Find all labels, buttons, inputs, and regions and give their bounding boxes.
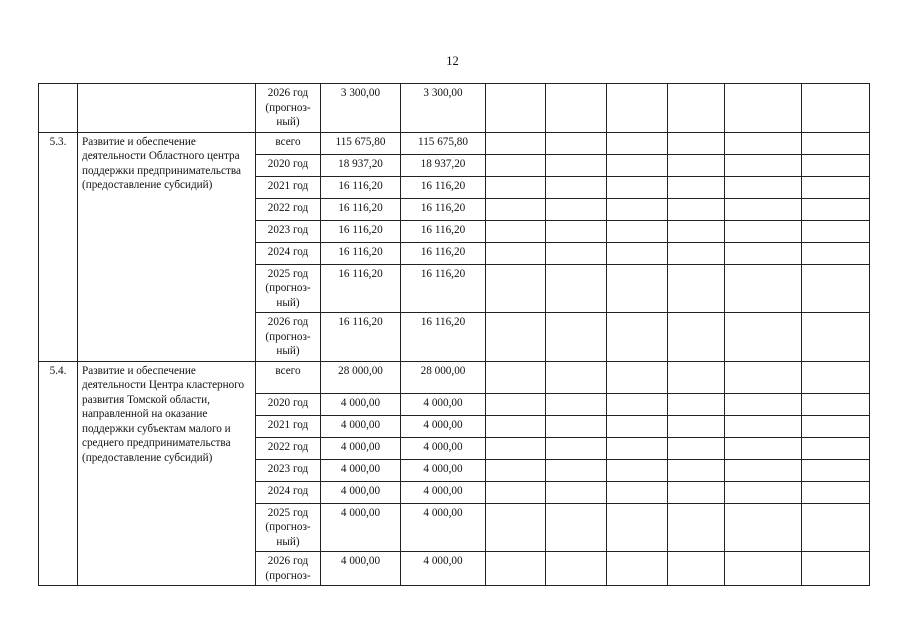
empty-cell (668, 176, 725, 198)
budget-amount-cell: 4 000,00 (401, 552, 486, 586)
empty-cell (725, 503, 802, 552)
empty-cell (725, 437, 802, 459)
empty-cell (802, 220, 870, 242)
total-amount-cell: 16 116,20 (321, 313, 401, 362)
empty-cell (802, 84, 870, 133)
total-amount-cell: 16 116,20 (321, 264, 401, 313)
year-text: 2025 год (267, 506, 309, 519)
year-cell (256, 198, 321, 220)
empty-cell (607, 264, 668, 313)
year-text: 2021 год (267, 418, 309, 431)
empty-cell (725, 220, 802, 242)
empty-cell (802, 313, 870, 362)
empty-cell (607, 220, 668, 242)
year-cell (256, 84, 321, 133)
year-text: 2025 год (267, 267, 309, 280)
year-cell (256, 154, 321, 176)
total-amount-cell: 4 000,00 (321, 503, 401, 552)
year-cell (256, 552, 321, 586)
empty-cell (802, 176, 870, 198)
empty-cell (802, 154, 870, 176)
year-text: 2024 год (267, 245, 309, 258)
empty-cell (668, 459, 725, 481)
empty-cell (486, 503, 546, 552)
empty-cell (546, 198, 607, 220)
year-cell (256, 176, 321, 198)
empty-cell (725, 264, 802, 313)
year-cell (256, 481, 321, 503)
budget-amount-cell: 4 000,00 (401, 503, 486, 552)
empty-cell (486, 242, 546, 264)
budget-amount-cell: 4 000,00 (401, 393, 486, 415)
empty-cell (607, 313, 668, 362)
empty-cell (546, 437, 607, 459)
total-amount-cell: 28 000,00 (321, 361, 401, 393)
empty-cell (486, 415, 546, 437)
total-amount-cell: 18 937,20 (321, 154, 401, 176)
year-text: 2021 год (267, 179, 309, 192)
empty-cell (607, 552, 668, 586)
year-text: 2026 год (267, 87, 309, 99)
empty-cell (607, 503, 668, 552)
empty-cell (546, 264, 607, 313)
total-amount-cell: 16 116,20 (321, 242, 401, 264)
empty-cell (668, 313, 725, 362)
total-amount-cell: 4 000,00 (321, 437, 401, 459)
year-cell (256, 503, 321, 552)
budget-amount-cell: 16 116,20 (401, 313, 486, 362)
year-cell (256, 220, 321, 242)
empty-cell (725, 84, 802, 133)
empty-cell (486, 198, 546, 220)
empty-cell (546, 481, 607, 503)
budget-amount-cell: 16 116,20 (401, 242, 486, 264)
empty-cell (486, 437, 546, 459)
row-number-cell: 5.4. (39, 361, 78, 586)
empty-cell (668, 154, 725, 176)
year-text: всего (275, 364, 301, 377)
empty-cell (546, 176, 607, 198)
empty-cell (802, 459, 870, 481)
year-text: ный) (276, 116, 300, 128)
empty-cell (607, 393, 668, 415)
empty-cell (546, 132, 607, 154)
year-text: 2026 год (267, 316, 309, 328)
empty-cell (725, 313, 802, 362)
empty-cell (607, 481, 668, 503)
empty-cell (668, 132, 725, 154)
year-text: 2024 год (267, 484, 309, 497)
year-text: (прогноз- (265, 101, 311, 114)
empty-cell (486, 459, 546, 481)
empty-cell (546, 393, 607, 415)
empty-cell (486, 481, 546, 503)
empty-cell (546, 415, 607, 437)
empty-cell (725, 132, 802, 154)
empty-cell (546, 242, 607, 264)
empty-cell (486, 552, 546, 586)
empty-cell (802, 198, 870, 220)
year-text: 2026 год (267, 555, 309, 567)
total-amount-cell: 16 116,20 (321, 176, 401, 198)
year-cell (256, 313, 321, 362)
year-cell (256, 361, 321, 393)
total-amount-cell: 4 000,00 (321, 459, 401, 481)
year-cell (256, 264, 321, 313)
year-text: 2020 год (267, 157, 309, 170)
empty-cell (486, 220, 546, 242)
year-text: (прогноз- (265, 569, 311, 582)
empty-cell (546, 459, 607, 481)
empty-cell (668, 220, 725, 242)
empty-cell (486, 84, 546, 133)
year-cell (256, 437, 321, 459)
empty-cell (486, 132, 546, 154)
page-number: 12 (446, 54, 459, 68)
empty-cell (725, 242, 802, 264)
empty-cell (668, 264, 725, 313)
empty-cell (607, 437, 668, 459)
budget-amount-cell: 4 000,00 (401, 415, 486, 437)
year-text: ный) (276, 296, 300, 309)
year-text: 2023 год (267, 462, 309, 475)
empty-cell (546, 313, 607, 362)
year-cell (256, 242, 321, 264)
row-number-cell: 5.3. (39, 132, 78, 361)
empty-cell (607, 154, 668, 176)
year-text: ный) (276, 535, 300, 548)
total-amount-cell: 3 300,00 (321, 84, 401, 133)
total-amount-cell: 4 000,00 (321, 481, 401, 503)
year-cell (256, 459, 321, 481)
total-amount-cell: 16 116,20 (321, 198, 401, 220)
empty-cell (486, 313, 546, 362)
empty-cell (607, 415, 668, 437)
activity-name-cell: Развитие и обеспечение деятельности Областного центра поддержки предпринимательства (предоставление субсидий) (78, 132, 256, 361)
table-row (39, 361, 870, 393)
row-number-cell (39, 84, 78, 133)
year-text: всего (275, 135, 301, 148)
budget-amount-cell: 16 116,20 (401, 198, 486, 220)
empty-cell (546, 84, 607, 133)
year-cell (256, 415, 321, 437)
year-text: (прогноз- (265, 282, 311, 294)
empty-cell (802, 552, 870, 586)
empty-cell (486, 264, 546, 313)
total-amount-cell: 4 000,00 (321, 415, 401, 437)
empty-cell (668, 198, 725, 220)
empty-cell (725, 415, 802, 437)
empty-cell (668, 437, 725, 459)
empty-cell (607, 361, 668, 393)
budget-amount-cell: 4 000,00 (401, 481, 486, 503)
empty-cell (486, 176, 546, 198)
total-amount-cell: 4 000,00 (321, 393, 401, 415)
year-text: (прогноз- (265, 521, 311, 533)
empty-cell (802, 361, 870, 393)
budget-amount-cell: 28 000,00 (401, 361, 486, 393)
empty-cell (546, 220, 607, 242)
year-cell (256, 132, 321, 154)
empty-cell (725, 198, 802, 220)
empty-cell (607, 176, 668, 198)
empty-cell (725, 459, 802, 481)
year-text: 2022 год (267, 440, 309, 453)
budget-amount-cell: 3 300,00 (401, 84, 486, 133)
table-row (39, 84, 870, 133)
empty-cell (725, 361, 802, 393)
empty-cell (546, 154, 607, 176)
empty-cell (668, 361, 725, 393)
empty-cell (486, 393, 546, 415)
year-text: 2023 год (267, 223, 309, 236)
empty-cell (725, 176, 802, 198)
budget-amount-cell: 115 675,80 (401, 132, 486, 154)
empty-cell (802, 437, 870, 459)
year-text: ный) (276, 345, 300, 357)
budget-amount-cell: 4 000,00 (401, 437, 486, 459)
empty-cell (802, 393, 870, 415)
empty-cell (668, 393, 725, 415)
empty-cell (668, 503, 725, 552)
empty-cell (668, 481, 725, 503)
budget-table (38, 83, 870, 586)
year-text: (прогноз- (265, 330, 311, 343)
activity-name-cell (78, 84, 256, 133)
empty-cell (486, 361, 546, 393)
empty-cell (607, 198, 668, 220)
empty-cell (802, 503, 870, 552)
empty-cell (668, 242, 725, 264)
empty-cell (607, 132, 668, 154)
empty-cell (668, 84, 725, 133)
budget-amount-cell: 4 000,00 (401, 459, 486, 481)
empty-cell (725, 154, 802, 176)
empty-cell (725, 481, 802, 503)
empty-cell (802, 132, 870, 154)
empty-cell (486, 154, 546, 176)
empty-cell (546, 552, 607, 586)
activity-name-cell: Развитие и обеспечение деятельности Центра кластерного развития Томской области, направленной на оказание поддержки субъектам малого и среднего предпринимательства (предоставление субсидий) (78, 361, 256, 586)
empty-cell (607, 459, 668, 481)
empty-cell (546, 361, 607, 393)
empty-cell (668, 415, 725, 437)
empty-cell (802, 481, 870, 503)
budget-amount-cell: 16 116,20 (401, 264, 486, 313)
total-amount-cell: 16 116,20 (321, 220, 401, 242)
year-text: 2022 год (267, 201, 309, 214)
budget-amount-cell: 16 116,20 (401, 220, 486, 242)
empty-cell (802, 242, 870, 264)
empty-cell (668, 552, 725, 586)
total-amount-cell: 4 000,00 (321, 552, 401, 586)
total-amount-cell: 115 675,80 (321, 132, 401, 154)
empty-cell (725, 552, 802, 586)
empty-cell (802, 264, 870, 313)
budget-amount-cell: 18 937,20 (401, 154, 486, 176)
year-cell (256, 393, 321, 415)
year-text: 2020 год (267, 396, 309, 409)
empty-cell (802, 415, 870, 437)
empty-cell (607, 242, 668, 264)
budget-amount-cell: 16 116,20 (401, 176, 486, 198)
empty-cell (725, 393, 802, 415)
empty-cell (607, 84, 668, 133)
empty-cell (546, 503, 607, 552)
table-row (39, 132, 870, 154)
